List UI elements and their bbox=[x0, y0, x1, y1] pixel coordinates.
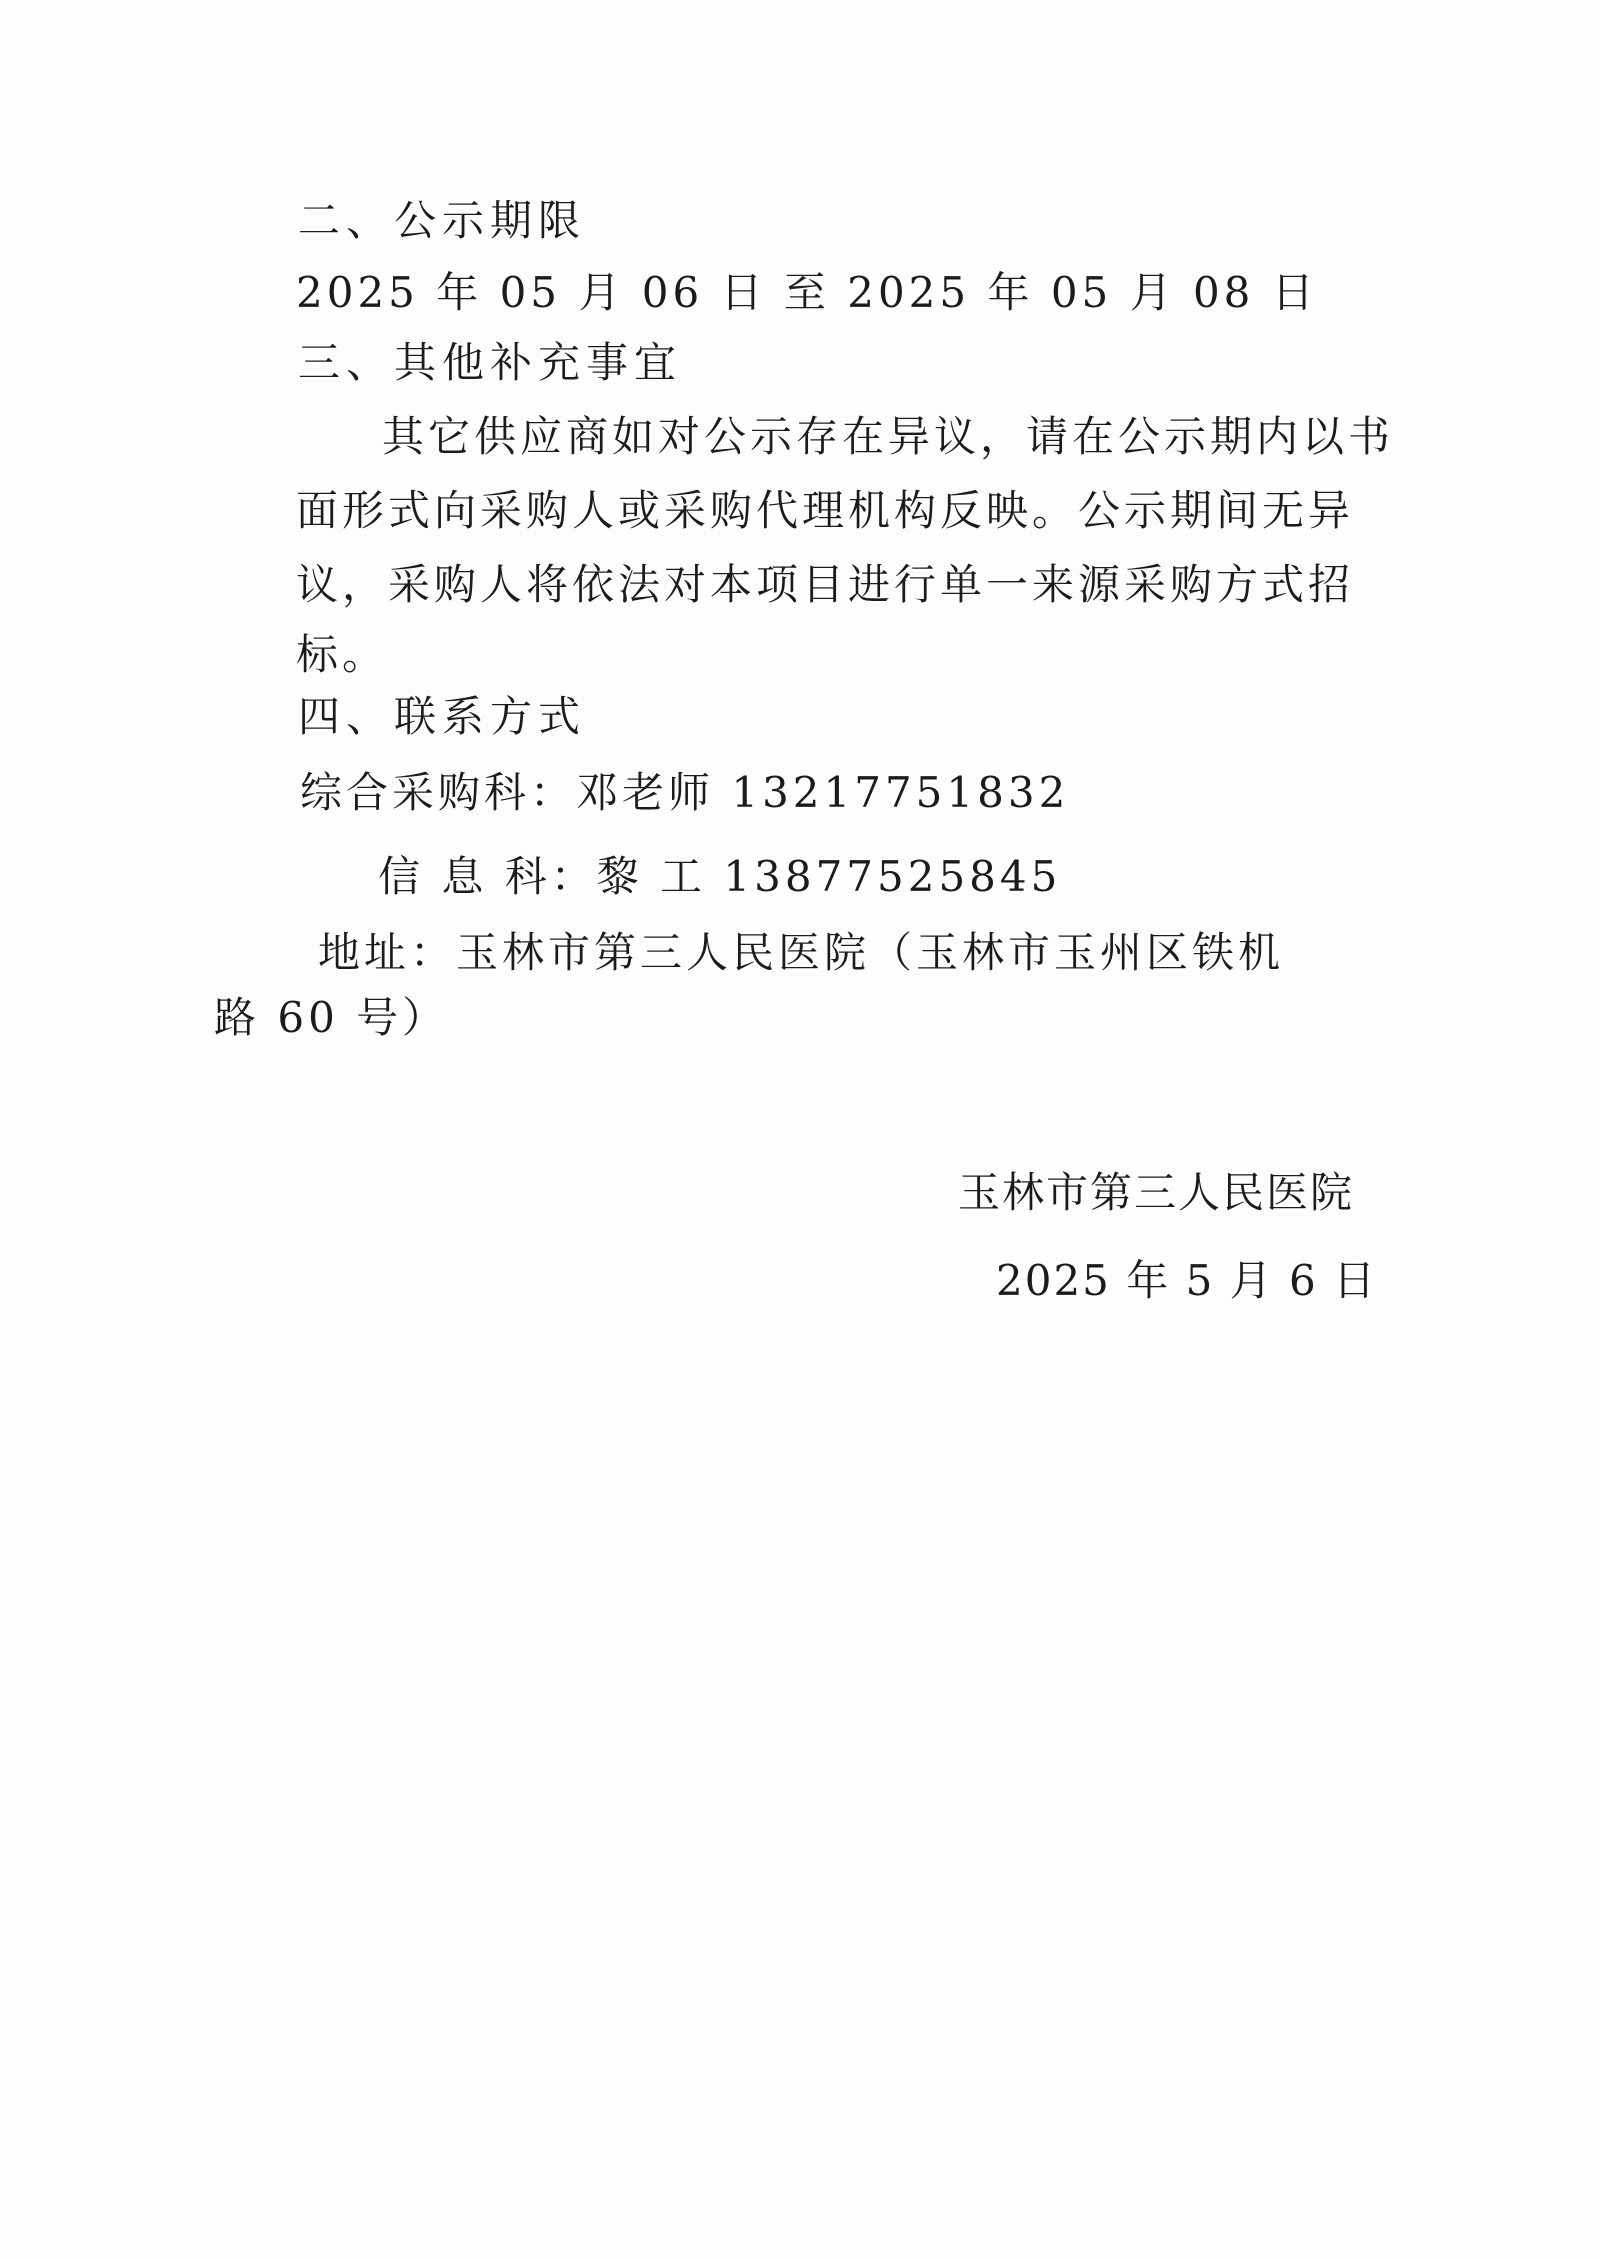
supplement-paragraph-line: 标。 bbox=[296, 630, 389, 679]
section-contact-heading: 四、联系方式 bbox=[298, 692, 587, 741]
contact-it-dept: 信 息 科：黎 工 13877525845 bbox=[378, 852, 1062, 901]
supplement-paragraph-line: 其它供应商如对公示存在异议，请在公示期内以书 bbox=[382, 412, 1395, 461]
supplement-paragraph-line: 议，采购人将依法对本项目进行单一来源采购方式招 bbox=[296, 560, 1355, 609]
contact-address-line: 路 60 号） bbox=[214, 993, 449, 1042]
signature-date: 2025 年 5 月 6 日 bbox=[996, 1256, 1378, 1305]
signature-organization: 玉林市第三人民医院 bbox=[958, 1168, 1355, 1217]
section-supplement-heading: 三、其他补充事宜 bbox=[298, 338, 683, 387]
period-date-range: 2025 年 05 月 06 日 至 2025 年 05 月 08 日 bbox=[296, 268, 1318, 317]
section-period-heading: 二、公示期限 bbox=[298, 196, 587, 245]
supplement-paragraph-line: 面形式向采购人或采购代理机构反映。公示期间无异 bbox=[296, 486, 1355, 535]
contact-address-line: 地址：玉林市第三人民医院（玉林市玉州区铁机 bbox=[318, 928, 1285, 977]
contact-procurement-dept: 综合采购科：邓老师 13217751832 bbox=[300, 768, 1070, 817]
